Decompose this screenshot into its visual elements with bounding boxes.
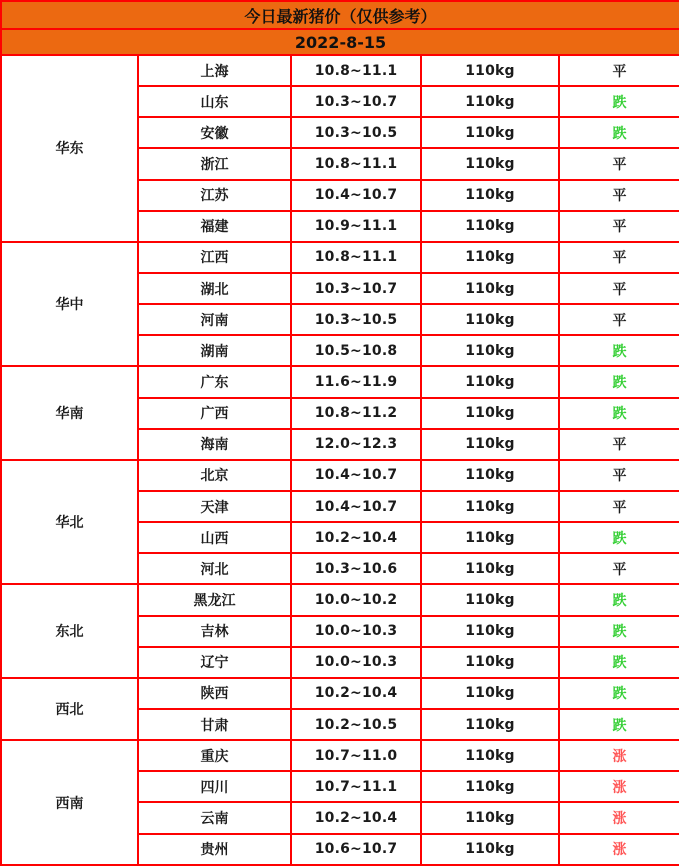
weight-cell: 110kg <box>421 553 559 584</box>
trend-cell: 平 <box>559 553 679 584</box>
province-cell: 四川 <box>138 771 291 802</box>
weight-cell: 110kg <box>421 429 559 460</box>
region-cell: 西北 <box>1 678 138 740</box>
price-range-cell: 10.0~10.2 <box>291 584 421 615</box>
price-range-cell: 10.6~10.7 <box>291 834 421 865</box>
province-cell: 贵州 <box>138 834 291 865</box>
price-range-cell: 11.6~11.9 <box>291 366 421 397</box>
province-cell: 上海 <box>138 55 291 86</box>
province-cell: 陕西 <box>138 678 291 709</box>
province-cell: 甘肃 <box>138 709 291 740</box>
province-cell: 河北 <box>138 553 291 584</box>
trend-cell: 跌 <box>559 86 679 117</box>
price-range-cell: 10.8~11.1 <box>291 55 421 86</box>
weight-cell: 110kg <box>421 740 559 771</box>
trend-cell: 涨 <box>559 834 679 865</box>
price-range-cell: 10.4~10.7 <box>291 460 421 491</box>
province-cell: 山西 <box>138 522 291 553</box>
trend-cell: 跌 <box>559 584 679 615</box>
province-cell: 海南 <box>138 429 291 460</box>
weight-cell: 110kg <box>421 148 559 179</box>
region-cell: 华北 <box>1 460 138 585</box>
weight-cell: 110kg <box>421 366 559 397</box>
weight-cell: 110kg <box>421 771 559 802</box>
trend-cell: 涨 <box>559 771 679 802</box>
weight-cell: 110kg <box>421 802 559 833</box>
price-range-cell: 10.7~11.0 <box>291 740 421 771</box>
weight-cell: 110kg <box>421 242 559 273</box>
price-range-cell: 10.3~10.5 <box>291 117 421 148</box>
weight-cell: 110kg <box>421 522 559 553</box>
region-cell: 华中 <box>1 242 138 367</box>
price-range-cell: 10.0~10.3 <box>291 616 421 647</box>
table-row <box>1 242 679 273</box>
date-label: 2022-8-15 <box>1 29 679 55</box>
table-row <box>1 678 679 709</box>
province-cell: 湖南 <box>138 335 291 366</box>
price-range-cell: 10.3~10.6 <box>291 553 421 584</box>
province-cell: 广西 <box>138 398 291 429</box>
date-row <box>1 29 679 55</box>
province-cell: 江苏 <box>138 180 291 211</box>
price-range-cell: 10.5~10.8 <box>291 335 421 366</box>
trend-cell: 跌 <box>559 647 679 678</box>
price-range-cell: 10.2~10.5 <box>291 709 421 740</box>
page-title: 今日最新猪价（仅供参考） <box>1 1 679 29</box>
price-range-cell: 10.8~11.1 <box>291 148 421 179</box>
weight-cell: 110kg <box>421 273 559 304</box>
price-range-cell: 10.2~10.4 <box>291 802 421 833</box>
region-cell: 华南 <box>1 366 138 459</box>
trend-cell: 跌 <box>559 335 679 366</box>
trend-cell: 平 <box>559 211 679 242</box>
weight-cell: 110kg <box>421 584 559 615</box>
price-range-cell: 10.3~10.7 <box>291 86 421 117</box>
price-range-cell: 10.4~10.7 <box>291 180 421 211</box>
province-cell: 浙江 <box>138 148 291 179</box>
weight-cell: 110kg <box>421 491 559 522</box>
weight-cell: 110kg <box>421 616 559 647</box>
table-row <box>1 366 679 397</box>
price-range-cell: 10.7~11.1 <box>291 771 421 802</box>
price-range-cell: 10.8~11.1 <box>291 242 421 273</box>
province-cell: 山东 <box>138 86 291 117</box>
province-cell: 河南 <box>138 304 291 335</box>
province-cell: 福建 <box>138 211 291 242</box>
price-range-cell: 10.4~10.7 <box>291 491 421 522</box>
trend-cell: 涨 <box>559 740 679 771</box>
weight-cell: 110kg <box>421 834 559 865</box>
weight-cell: 110kg <box>421 647 559 678</box>
trend-cell: 平 <box>559 429 679 460</box>
trend-cell: 跌 <box>559 366 679 397</box>
region-cell: 东北 <box>1 584 138 677</box>
weight-cell: 110kg <box>421 335 559 366</box>
trend-cell: 平 <box>559 148 679 179</box>
region-cell: 华东 <box>1 55 138 242</box>
price-range-cell: 10.2~10.4 <box>291 678 421 709</box>
trend-cell: 平 <box>559 491 679 522</box>
weight-cell: 110kg <box>421 709 559 740</box>
weight-cell: 110kg <box>421 117 559 148</box>
weight-cell: 110kg <box>421 678 559 709</box>
trend-cell: 平 <box>559 273 679 304</box>
weight-cell: 110kg <box>421 304 559 335</box>
region-cell: 西南 <box>1 740 138 865</box>
province-cell: 吉林 <box>138 616 291 647</box>
trend-cell: 平 <box>559 304 679 335</box>
price-range-cell: 10.0~10.3 <box>291 647 421 678</box>
weight-cell: 110kg <box>421 398 559 429</box>
table-row <box>1 460 679 491</box>
trend-cell: 跌 <box>559 709 679 740</box>
province-cell: 广东 <box>138 366 291 397</box>
price-range-cell: 10.8~11.2 <box>291 398 421 429</box>
province-cell: 湖北 <box>138 273 291 304</box>
province-cell: 江西 <box>138 242 291 273</box>
weight-cell: 110kg <box>421 55 559 86</box>
table-row <box>1 55 679 86</box>
province-cell: 北京 <box>138 460 291 491</box>
price-range-cell: 10.2~10.4 <box>291 522 421 553</box>
trend-cell: 跌 <box>559 678 679 709</box>
trend-cell: 跌 <box>559 398 679 429</box>
province-cell: 安徽 <box>138 117 291 148</box>
weight-cell: 110kg <box>421 86 559 117</box>
trend-cell: 跌 <box>559 616 679 647</box>
province-cell: 天津 <box>138 491 291 522</box>
trend-cell: 平 <box>559 242 679 273</box>
weight-cell: 110kg <box>421 180 559 211</box>
price-range-cell: 10.3~10.7 <box>291 273 421 304</box>
trend-cell: 平 <box>559 180 679 211</box>
price-range-cell: 10.3~10.5 <box>291 304 421 335</box>
trend-cell: 跌 <box>559 117 679 148</box>
title-row <box>1 1 679 29</box>
trend-cell: 平 <box>559 55 679 86</box>
trend-cell: 平 <box>559 460 679 491</box>
province-cell: 重庆 <box>138 740 291 771</box>
price-range-cell: 12.0~12.3 <box>291 429 421 460</box>
province-cell: 云南 <box>138 802 291 833</box>
weight-cell: 110kg <box>421 211 559 242</box>
trend-cell: 跌 <box>559 522 679 553</box>
price-range-cell: 10.9~11.1 <box>291 211 421 242</box>
table-row <box>1 584 679 615</box>
weight-cell: 110kg <box>421 460 559 491</box>
trend-cell: 涨 <box>559 802 679 833</box>
table-row <box>1 740 679 771</box>
province-cell: 黑龙江 <box>138 584 291 615</box>
province-cell: 辽宁 <box>138 647 291 678</box>
